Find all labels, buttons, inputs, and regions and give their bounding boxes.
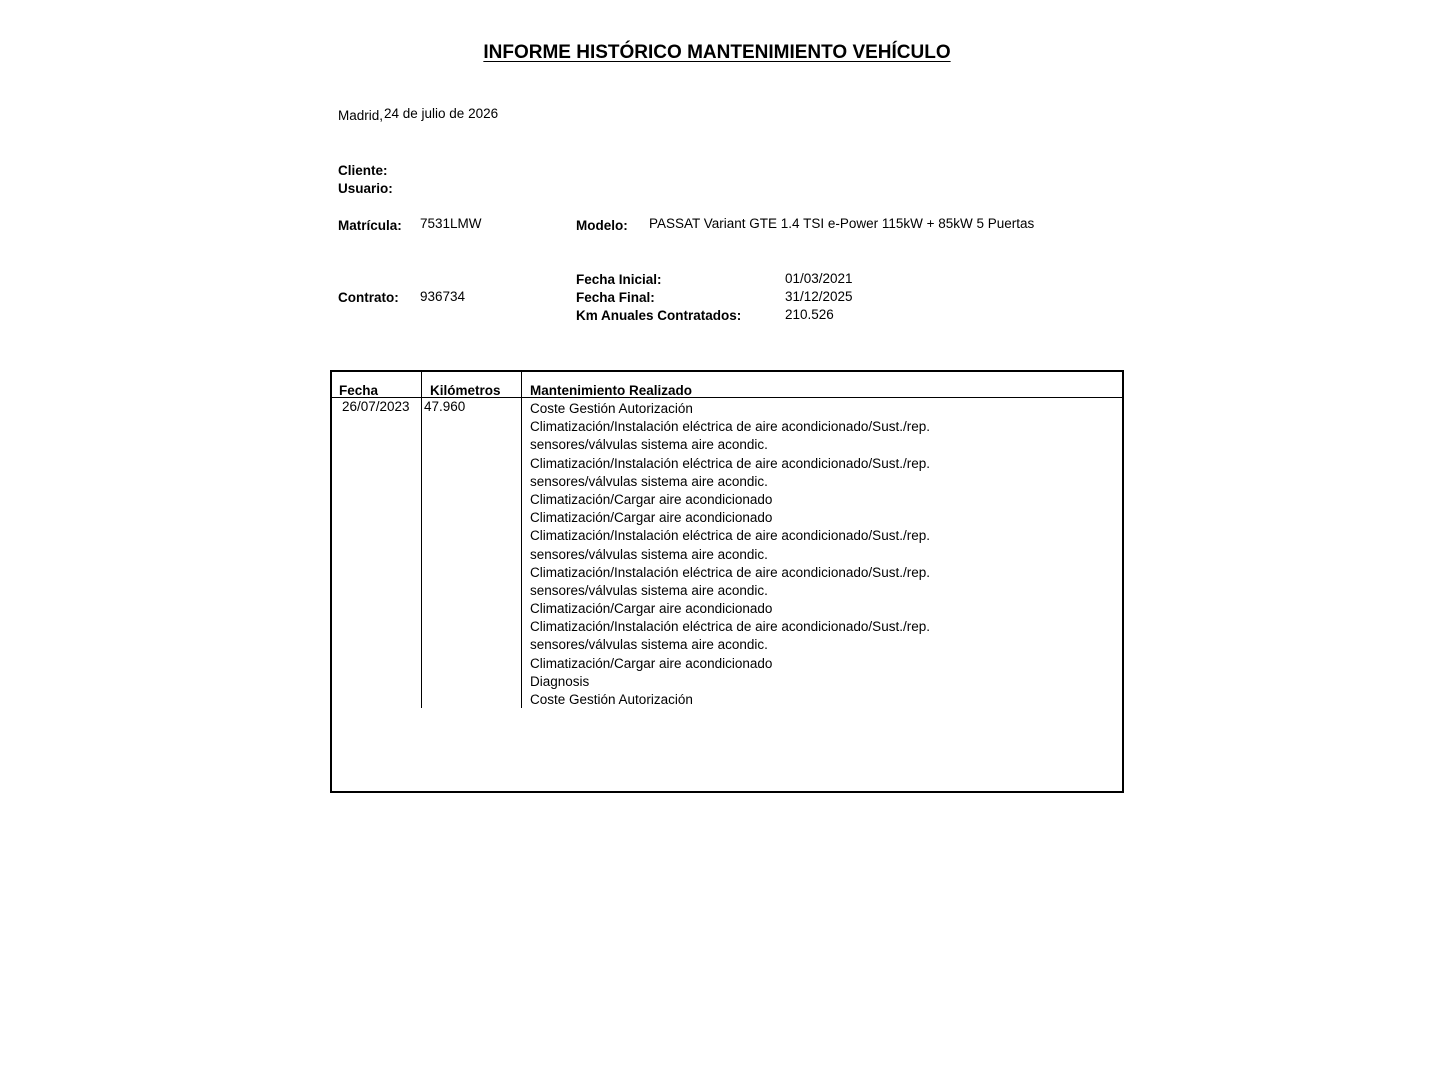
maintenance-item: Coste Gestión Autorización xyxy=(530,401,693,416)
matricula-value: 7531LMW xyxy=(420,216,482,231)
modelo-value: PASSAT Variant GTE 1.4 TSI e-Power 115kW + 85kW 5 Puertas xyxy=(649,216,1035,231)
maintenance-item: Climatización/Cargar aire acondicionado xyxy=(530,510,773,526)
maintenance-item: Climatización/Instalación eléctrica de aire acondicionado/Sust./rep. xyxy=(530,455,930,471)
header-mantenimiento: Mantenimiento Realizado xyxy=(530,383,693,398)
matricula-label: Matrícula: xyxy=(338,218,402,233)
maintenance-item: Climatización/Instalación eléctrica de aire acondicionado/Sust./rep. xyxy=(530,419,930,435)
modelo-label: Modelo: xyxy=(576,218,628,233)
maintenance-item: sensores/válvulas sistema aire acondic. xyxy=(530,546,768,562)
fecha-inicial-value: 01/03/2021 xyxy=(785,271,853,286)
maintenance-item: Diagnosis xyxy=(530,673,590,689)
column-divider xyxy=(421,372,422,708)
contrato-value: 936734 xyxy=(420,289,466,304)
maintenance-item: sensores/válvulas sistema aire acondic. xyxy=(530,637,768,653)
report-city: Madrid, xyxy=(338,108,384,123)
maintenance-item: Climatización/Instalación eléctrica de aire acondicionado/Sust./rep. xyxy=(530,528,930,544)
row-fecha: 26/07/2023 xyxy=(342,399,410,414)
header-kilometros: Kilómetros xyxy=(430,383,501,398)
row-kilometros: 47.960 xyxy=(424,399,466,414)
maintenance-item: sensores/válvulas sistema aire acondic. xyxy=(530,473,768,489)
fecha-inicial-label: Fecha Inicial: xyxy=(576,272,662,287)
maintenance-item: Climatización/Instalación eléctrica de aire acondicionado/Sust./rep. xyxy=(530,564,930,580)
column-divider xyxy=(521,372,522,708)
report-date: 24 de julio de 2026 xyxy=(384,106,499,121)
km-anuales-label: Km Anuales Contratados: xyxy=(576,308,742,323)
maintenance-item: Climatización/Cargar aire acondicionado xyxy=(530,491,773,507)
maintenance-table xyxy=(330,370,1124,793)
maintenance-item: sensores/válvulas sistema aire acondic. xyxy=(530,582,768,598)
contrato-label: Contrato: xyxy=(338,290,399,305)
maintenance-item: sensores/válvulas sistema aire acondic. xyxy=(530,437,768,453)
maintenance-item: Climatización/Cargar aire acondicionado xyxy=(530,601,773,617)
maintenance-item: Climatización/Instalación eléctrica de aire acondicionado/Sust./rep. xyxy=(530,619,930,635)
report-title: INFORME HISTÓRICO MANTENIMIENTO VEHÍCULO xyxy=(483,42,951,63)
fecha-final-value: 31/12/2025 xyxy=(785,289,853,304)
fecha-final-label: Fecha Final: xyxy=(576,290,655,305)
usuario-label: Usuario: xyxy=(338,181,393,196)
cliente-label: Cliente: xyxy=(338,163,388,178)
km-anuales-value: 210.526 xyxy=(785,307,834,322)
header-fecha: Fecha xyxy=(339,383,379,398)
maintenance-item: Coste Gestión Autorización xyxy=(530,692,693,707)
maintenance-items-list xyxy=(530,400,930,709)
maintenance-item: Climatización/Cargar aire acondicionado xyxy=(530,655,773,671)
